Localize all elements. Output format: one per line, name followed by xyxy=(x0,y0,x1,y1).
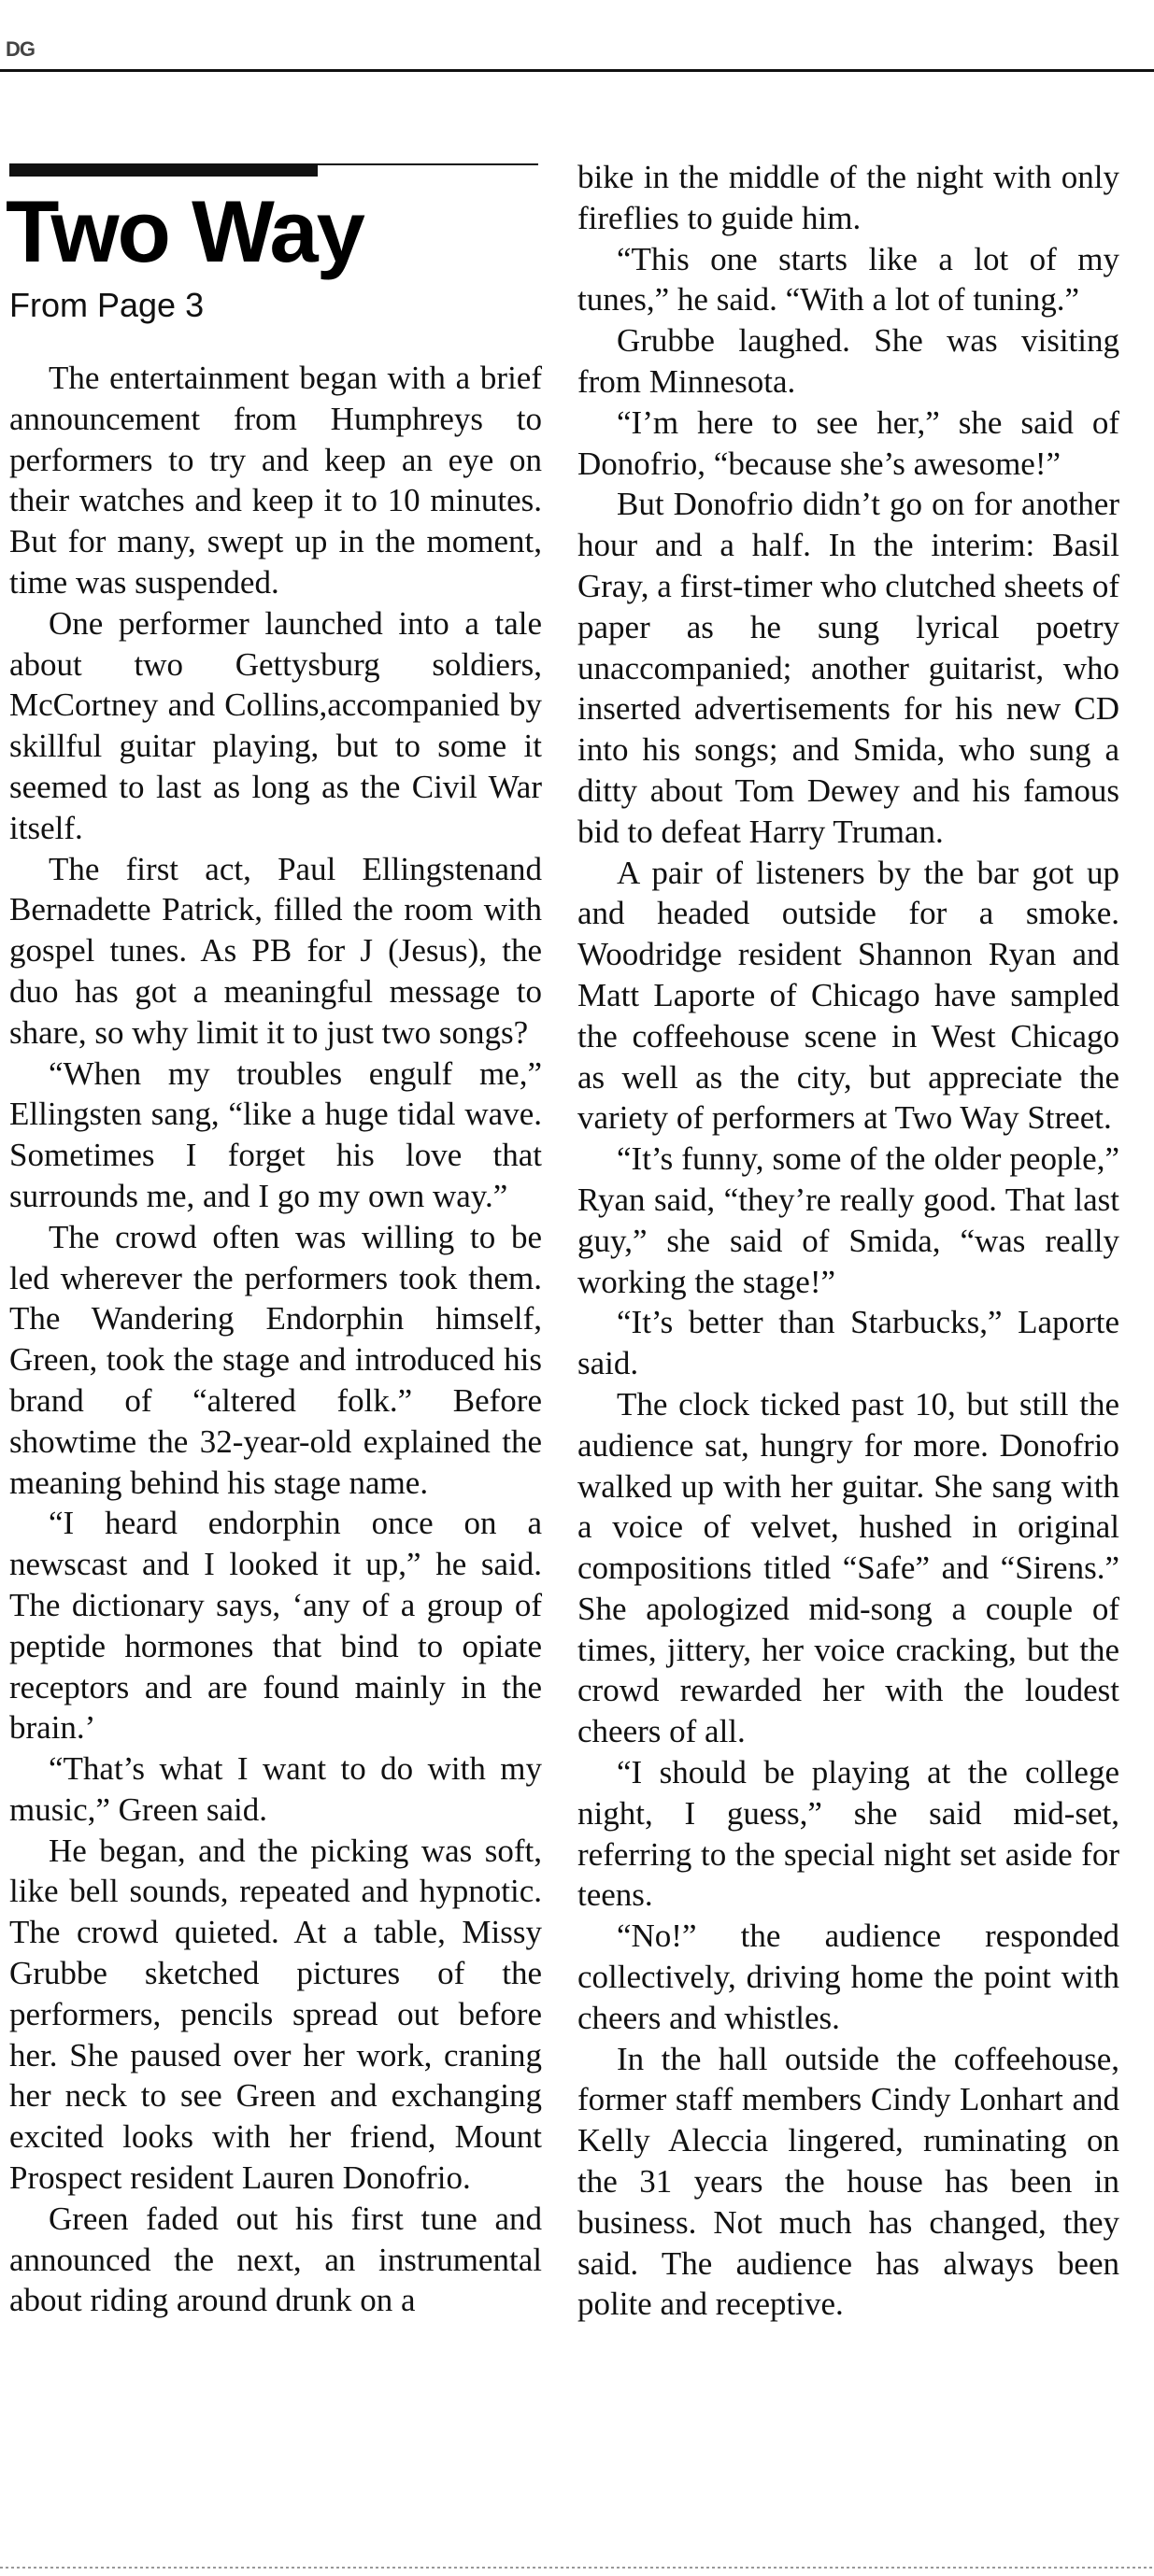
paragraph: He began, and the picking was soft, like bell sounds, repeated and hypnotic. The crowd quieted. At a table, Missy Grubbe sketched pictures of the performers, pencils spread out before her. She paused over her work, craning her neck to see Green and exchanging excited looks with her friend, Mount Prospect resident Lauren Donofrio. xyxy=(9,1832,542,2197)
paragraph: “It’s better than Starbucks,” Laporte said. xyxy=(577,1304,1119,1382)
paragraph: “I’m here to see her,” she said of Donofrio, “because she’s awesome!” xyxy=(577,403,1119,482)
paragraph: The entertainment began with a brief announcement from Humphreys to performers to try and keep an eye on their watches and keep it to 10 minutes. But for many, swept up in the moment, time was suspended. xyxy=(9,360,542,601)
paragraph: “No!” the audience responded collectively, driving home the point with cheers and whistles. xyxy=(577,1918,1119,2036)
headline-bar xyxy=(9,163,318,177)
bottom-rule xyxy=(0,2567,1154,2569)
left-column xyxy=(9,358,542,2321)
header-rule xyxy=(0,69,1154,72)
paragraph: “That’s what I want to do with my music,” Green said. xyxy=(9,1750,542,1828)
right-column xyxy=(577,157,1119,2325)
paragraph: Grubbe laughed. She was visiting from Minnesota. xyxy=(577,322,1119,400)
paragraph: A pair of listeners by the bar got up and headed outside for a smoke. Woodridge resident Shannon Ryan and Matt Laporte of Chicago have sampled the coffeehouse scene in West Chicago as well as the city, but appreciate the variety of performers at Two Way Street. xyxy=(577,854,1119,1137)
paragraph: The first act, Paul Ellingstenand Bernadette Patrick, filled the room with gospel tunes. As PB for J (Jesus), the duo has got a meaningful message to share, so why limit it to just two songs? xyxy=(9,850,542,1051)
paragraph: One performer launched into a tale about two Gettysburg soldiers, McCortney and Collins,accompanied by skillful guitar playing, but to some it seemed to last as long as the Civil War itself. xyxy=(9,604,542,846)
paragraph: “It’s funny, some of the older people,” Ryan said, “they’re really good. That last guy,” she said of Smida, “was really working the stage!” xyxy=(577,1140,1119,1300)
paragraph: “I heard endorphin once on a newscast and I looked it up,” he said. The dictionary says, ‘any of a group of peptide hormones that bind to opiate receptors and are found mainly in the brain.’ xyxy=(9,1505,542,1747)
paragraph: But Donofrio didn’t go on for another hour and a half. In the interim: Basil Gray, a first-timer who clutched sheets of paper as he sung lyrical poetry unaccompanied; another guitarist, who inserted advertisements for his new CD into his songs; and Smida, who sung a ditty about Tom Dewey and his famous bid to defeat Harry Truman. xyxy=(577,486,1119,850)
paragraph: In the hall outside the coffeehouse, former staff members Cindy Lonhart and Kelly Aleccia lingered, ruminating on the 31 years the house has been in business. Not much has changed, they said. The audience has always been polite and receptive. xyxy=(577,2040,1119,2323)
paragraph: “When my troubles engulf me,” Ellingsten sang, “like a huge tidal wave. Sometimes I forget his love that surrounds me, and I go my own way.” xyxy=(9,1054,542,1214)
paragraph: The clock ticked past 10, but still the audience sat, hungry for more. Donofrio walked up with her guitar. She sang with a voice of velvet, hushed in original compositions titled “Safe” and “Sirens.” She apologized mid-song a couple of times, jittery, her voice cracking, but the crowd rewarded her with the loudest cheers of all. xyxy=(577,1385,1119,1750)
jump-line: From Page 3 xyxy=(9,286,205,324)
paragraph: “This one starts like a lot of my tunes,” he said. “With a lot of tuning.” xyxy=(577,240,1119,318)
paragraph-continuation: bike in the middle of the night with only fireflies to guide him. xyxy=(577,159,1119,236)
paragraph: “I should be playing at the college night, I guess,” she said mid-set, referring to the special night set aside for teens. xyxy=(577,1754,1119,1914)
section-tag: DG xyxy=(6,37,35,61)
headline-rule xyxy=(318,163,538,165)
headline: Two Way xyxy=(6,182,363,280)
paragraph: The crowd often was willing to be led wherever the performers took them. The Wandering Endorphin himself, Green, took the stage and introduced his brand of “altered folk.” Before showtime the 32-year-old explained the meaning behind his stage name. xyxy=(9,1218,542,1501)
paragraph: Green faded out his first tune and announced the next, an instrumental about riding around drunk on a xyxy=(9,2200,542,2319)
